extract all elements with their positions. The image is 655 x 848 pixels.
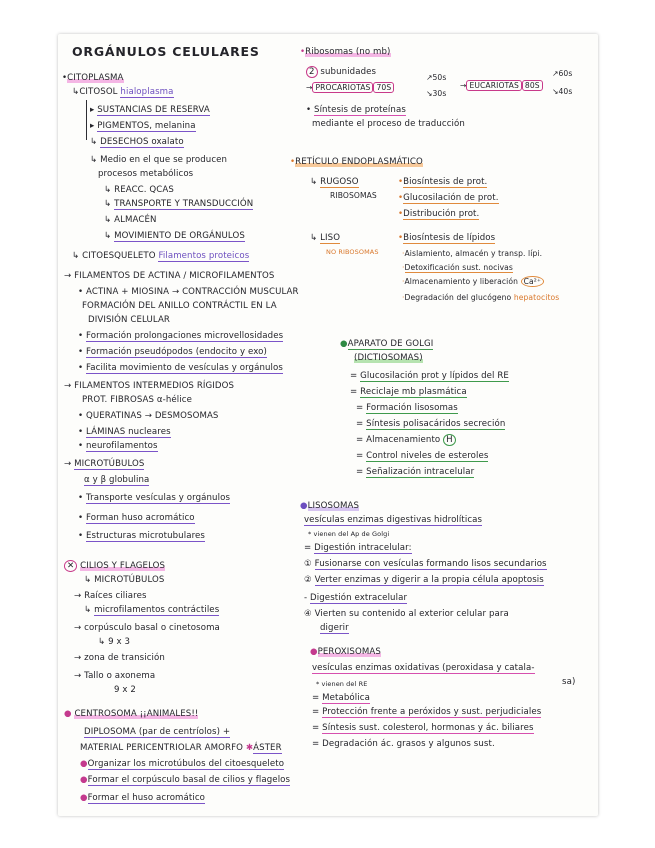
liso-line-4: ·Almacenamiento y liberación Ca²⁺ xyxy=(402,276,544,288)
laminas-line: • LÁMINAS nucleares xyxy=(78,427,171,437)
cil-line-4: → corpúsculo basal o cinetosoma xyxy=(74,623,220,633)
golgi-line-7: = Señalización intracelular xyxy=(356,467,475,477)
rug-line-2: •Glucosilación de prot. xyxy=(398,193,499,203)
movimiento-line: ↳ MOVIMIENTO DE ORGÁNULOS xyxy=(104,231,245,241)
section-citoplasma: •CITOPLASMA xyxy=(62,73,124,83)
golgi-line-2: = Reciclaje mb plasmática xyxy=(350,387,467,397)
lis-line-2: ① Fusionarse con vesículas formando lisos secundarios xyxy=(304,559,547,569)
ribosomas-heading: •Ribosomas (no mb) xyxy=(300,47,391,57)
notes-page xyxy=(58,34,598,816)
golgi-line-1: = Glucosilación prot y lípidos del RE xyxy=(350,371,509,381)
cil-line-8: 9 x 2 xyxy=(114,685,136,695)
lis-origin: * vienen del Ap de Golgi xyxy=(308,530,390,538)
golgi-line-4: = Síntesis polisacáridos secreción xyxy=(356,419,506,429)
euc-40s: ↘40s xyxy=(552,87,573,96)
microtubulos-heading: → MICROTÚBULOS xyxy=(64,459,145,469)
liso-line-1: •Biosíntesis de lípidos xyxy=(398,233,496,243)
actina-line-3: DIVISIÓN CELULAR xyxy=(88,315,170,325)
euc-60s: ↗60s xyxy=(552,69,573,78)
almacen-line: ↳ ALMACÉN xyxy=(104,215,157,225)
cil-line-6: → zona de transición xyxy=(74,653,165,663)
page-title: ORGÁNULOS CELULARES xyxy=(72,44,260,59)
centrosoma-heading: ● CENTROSOMA ¡¡ANIMALES!! xyxy=(64,709,199,719)
lisosomas-heading: ●LISOSOMAS xyxy=(300,501,360,511)
sustancias-line: ▸ SUSTANCIAS DE RESERVA xyxy=(90,105,210,115)
eucariotas-line: → EUCARIOTAS 80S xyxy=(460,80,543,92)
reticulo-heading: •RETÍCULO ENDOPLASMÁTICO xyxy=(290,157,423,167)
actina-line-1: • ACTINA + MIOSINA → CONTRACCIÓN MUSCULAR xyxy=(78,287,299,297)
mt-line-1: • Transporte vesículas y orgánulos xyxy=(78,493,231,503)
rug-line-1: •Biosíntesis de prot. xyxy=(398,177,488,187)
golgi-line-3: = Formación lisosomas xyxy=(356,403,458,413)
rugoso-sub: RIBOSOMAS xyxy=(330,191,377,200)
neuro-line: • neurofilamentos xyxy=(78,441,158,451)
golgi-sub: (DICTIOSOMAS) xyxy=(354,353,423,363)
rug-line-3: •Distribución prot. xyxy=(398,209,480,219)
sintesis-line-2: mediante el proceso de traducción xyxy=(312,119,465,129)
per-origin: * vienen del RE xyxy=(316,680,368,688)
actina-line-6: • Facilita movimiento de vesículas y orgánulos xyxy=(78,363,283,373)
peroxisomas-heading: ●PEROXISOMAS xyxy=(310,647,381,657)
cen-line-2: MATERIAL PERICENTRIOLAR AMORFO ✱ÁSTER xyxy=(80,743,282,753)
lis-line-5: ④ Vierten su contenido al exterior celular para xyxy=(304,609,509,619)
aster-star-icon: ✱ xyxy=(245,743,254,753)
actina-line-2: FORMACIÓN DEL ANILLO CONTRÁCTIL EN LA xyxy=(82,301,277,311)
prot-fibrosas-line: PROT. FIBROSAS α-hélice xyxy=(82,395,192,405)
golgi-line-5: = Almacenamiento H xyxy=(356,434,456,446)
proc-50s: ↗50s xyxy=(426,73,447,82)
actina-line-4: • Formación prolongaciones microvellosidades xyxy=(78,331,284,341)
queratinas-line: • QUERATINAS → DESMOSOMAS xyxy=(78,411,219,421)
pigmentos-line: ▸ PIGMENTOS, melanina xyxy=(90,121,196,131)
lis-line-4: - Digestión extracelular xyxy=(304,593,408,603)
cen-line-4: ●Formar el corpúsculo basal de cilios y flagelos xyxy=(80,775,291,785)
cil-line-7: → Tallo o axonema xyxy=(74,671,156,681)
citoplasma-heading: CITOPLASMA xyxy=(67,73,124,83)
golgi-line-6: = Control niveles de esteroles xyxy=(356,451,489,461)
per-line-1: = Metabólica xyxy=(312,693,370,703)
lis-sub: vesículas enzimas digestivas hidrolíticas xyxy=(304,515,483,525)
subunidades-line: 2 subunidades xyxy=(306,66,376,78)
per-line-4: = Degradación ác. grasos y algunos sust. xyxy=(312,739,495,749)
globulina-line: α y β globulina xyxy=(84,475,150,485)
per-line-2: = Protección frente a peróxidos y sust. perjudiciales xyxy=(312,707,542,717)
medio-line: ↳ Medio en el que se producen xyxy=(90,155,228,165)
liso-line-2: ·Aislamiento, almacén y transp. lípi. xyxy=(402,249,543,258)
cil-line-3: ↳ microfilamentos contráctiles xyxy=(84,605,220,615)
cilios-heading: ✕ CILIOS Y FLAGELOS xyxy=(64,560,165,572)
proc-30s: ↘30s xyxy=(426,89,447,98)
cil-line-2: → Raíces ciliares xyxy=(74,591,147,601)
actina-line-5: • Formación pseudópodos (endocito y exo) xyxy=(78,347,267,357)
citoesqueleto-line: ↳ CITOESQUELETO Filamentos proteicos xyxy=(72,251,250,261)
procariotas-line: → PROCARIOTAS 70S xyxy=(306,82,394,94)
mt-line-3: • Estructuras microtubulares xyxy=(78,531,205,541)
golgi-heading: ●APARATO DE GOLGI xyxy=(340,339,434,349)
rugoso-label: ↳ RUGOSO xyxy=(310,177,359,187)
cil-line-1: ↳ MICROTÚBULOS xyxy=(84,575,165,585)
per-sub: vesículas enzimas oxidativas (peroxidasa y catala- xyxy=(312,663,535,673)
citosol-line: ↳CITOSOL hialoplasma xyxy=(72,87,174,97)
liso-line-5: ·Degradación del glucógeno hepatocitos xyxy=(402,293,560,302)
per-sub-2: sa) xyxy=(562,677,576,687)
citosol-bracket xyxy=(86,100,87,140)
desechos-line: ↳ DESECHOS oxalato xyxy=(90,137,184,147)
liso-label: ↳ LISO xyxy=(310,233,341,243)
cen-line-3: ●Organizar los microtúbulos del citoesqueleto xyxy=(80,759,285,769)
intermedios-heading: → FILAMENTOS INTERMEDIOS RÍGIDOS xyxy=(64,381,235,391)
lis-line-5b: digerir xyxy=(320,623,349,633)
cen-line-1: DIPLOSOMA (par de centríolos) + xyxy=(84,727,231,737)
cil-line-5: ↳ 9 x 3 xyxy=(98,637,131,647)
sintesis-line-1: • Síntesis de proteínas xyxy=(306,105,406,115)
liso-sub: NO RIBOSOMAS xyxy=(326,248,379,256)
lis-line-3: ② Verter enzimas y digerir a la propia célula apoptosis xyxy=(304,575,544,585)
reacc-line: ↳ REACC. QCAS xyxy=(104,185,174,195)
transporte-line: ↳ TRANSPORTE Y TRANSDUCCIÓN xyxy=(104,199,254,209)
liso-line-3: ·Detoxificación sust. nocivas xyxy=(402,263,513,272)
per-line-3: = Síntesis sust. colesterol, hormonas y ác. biliares xyxy=(312,723,534,733)
mt-line-2: • Forman huso acromático xyxy=(78,513,195,523)
cen-line-5: ●Formar el huso acromático xyxy=(80,793,206,803)
actina-heading: → FILAMENTOS DE ACTINA / MICROFILAMENTOS xyxy=(64,271,275,281)
procesos-line: procesos metabólicos xyxy=(98,169,194,179)
lis-line-1: = Digestión intracelular: xyxy=(304,543,412,553)
